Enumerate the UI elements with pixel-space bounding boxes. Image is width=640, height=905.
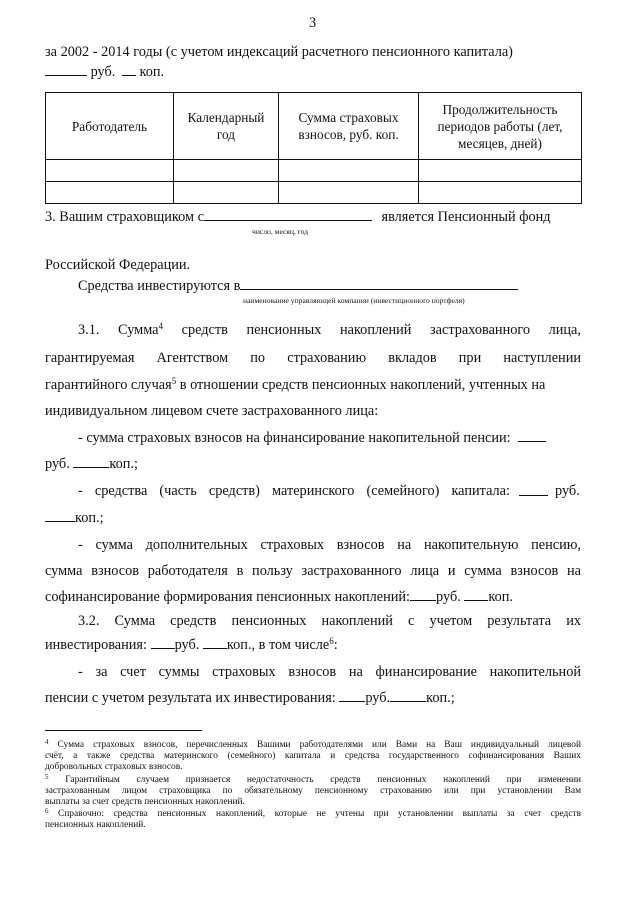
- table-cell[interactable]: [279, 160, 419, 182]
- p31-line-1: 3.1. Сумма$^4$ средств пенсионных накоплений застрахованного лица,: [78, 321, 581, 338]
- table-cell[interactable]: [279, 182, 419, 204]
- p31-line-2: гарантируемая Агентством по страхованию вкладов при наступлении: [45, 350, 581, 366]
- employer-table: [45, 92, 582, 204]
- date-hint: число, месяц, год: [252, 227, 309, 236]
- p32-line-2: инвестирования: руб. коп., в том числе$^6$:: [45, 636, 338, 653]
- col-header-duration: Продолжительность периодов работы (лет, месяцев, дней): [419, 93, 582, 160]
- table-header-row: [46, 93, 582, 160]
- item-3-kop-blank[interactable]: [464, 588, 488, 601]
- investment-company-blank[interactable]: [240, 277, 518, 290]
- rub-blank[interactable]: [45, 63, 87, 76]
- item-1-line-1: - сумма страховых взносов на финансирование накопительной пенсии:: [78, 429, 546, 447]
- footnote-ref-4[interactable]: 4: [158, 321, 164, 331]
- table-cell[interactable]: [419, 182, 582, 204]
- intro-line-1: за 2002 - 2014 годы (с учетом индексаций расчетного пенсионного капитала): [45, 44, 513, 60]
- kop-blank[interactable]: [122, 63, 136, 76]
- footnote-4: $^4$ Сумма страховых взносов, перечисленных Вашими работодателями или Вами на Ваш индивидуальный лицевой счёт, а также средства материнского (семейного) капитала и средства государственного софинансирования Ваших добровольных страховых взносов.: [45, 738, 582, 772]
- item-4-line-2: пенсии с учетом результата их инвестирования: руб. коп.;: [45, 690, 455, 706]
- table-row: [46, 182, 582, 204]
- table-cell[interactable]: [419, 160, 582, 182]
- footnote-ref-6[interactable]: 6: [329, 636, 334, 646]
- item-1-kop: коп.;: [109, 456, 138, 472]
- section-3-continuation: Российской Федерации.: [45, 257, 191, 273]
- investment-label: Средства инвестируются в: [78, 278, 241, 294]
- item-4-line-1: - за счет суммы страховых взносов на финансирование накопительной: [78, 664, 581, 680]
- item-3-line-2: сумма взносов работодателя в пользу застрахованного лица и сумма взносов на: [45, 563, 581, 579]
- intro-line-2: [45, 63, 164, 81]
- rub-label: руб.: [90, 64, 116, 80]
- p32-rub-blank[interactable]: [151, 636, 175, 649]
- col-header-contributions: Сумма страховых взносов, руб. коп.: [279, 93, 419, 160]
- item-3-line-3: софинансирование формирования пенсионных накоплений: руб. коп.: [45, 589, 513, 605]
- insurer-date-blank[interactable]: [204, 208, 372, 221]
- document-page: 3 за 2002 - 2014 годы (с учетом индексаций расчетного пенсионного капитала) руб. коп. Работодатель Календарный год Сумма страховых взносов, руб. коп. Продолжительность периодов работы (лет, месяцев, дней) 3. Вашим страховщиком с является Пенсионный фонд число, месяц, год Российской Федерации. Средства инвестируются в наименование управляющей компании (инвестиционного портфеля) 3.1. Сумма$^4$ средств пенсионных накоплений застрахованного лица, гарантируемая Агентством по страхованию вкладов при наступлении гарантийного случая$^5$ в отношении средств пенсионных накоплений, учтенных на индивидуальном лицевом счете застрахованного лица: - сумма страховых взносов на финансирование накопительной пенсии: руб. коп.; - средства (часть средств) материнского (семейного) капитала: руб. коп.; - сумма дополнительных страховых взносов на накопительную пенсию, сумма взносов работодателя в пользу застрахованного лица и сумма взносов на софинансирование формирования пенсионных накоплений: руб. коп. 3.2. Сумма средств пенсионных накоплений с учетом результата их инвестирования: руб. коп., в том числе$^6$: - за счет суммы страховых взносов на финансирование накопительной пенсии с учетом результата их инвестирования: руб. коп.; $^4$ Сумма страховых взносов, перечисленных Вашими работодателями или Вами на Ваш индивидуальный лицевой счёт, а также средства материнского (семейного) капитала и средства государственного софинансирования Ваших добровольных страховых взносов. $^5$ Гарантийным случаем признается недостаточность средств пенсионных накоплений при изменении застрахованным лицом страховщика по обязательному пенсионному страхованию или при установлении Вам выплаты за счет средств пенсионных накоплений. $^6$ Справочно: средства пенсионных накоплений, которые не учтены при установлении выплаты за счет средств пенсионных накоплений.: [45, 15, 582, 830]
- item-3-kop: коп.: [488, 589, 513, 605]
- footnote-5: $^5$ Гарантийным случаем признается недостаточность средств пенсионных накоплений при изменении застрахованным лицом страховщика по обязательному пенсионному страхованию или при установлении Вам выплаты за счет средств пенсионных накоплений.: [45, 773, 581, 807]
- item-2-amount-blank[interactable]: [519, 483, 548, 496]
- page-number: 3: [309, 15, 317, 31]
- item-3-rub: руб.: [436, 589, 461, 605]
- table-cell[interactable]: [174, 160, 279, 182]
- item-2-line-2: [45, 509, 104, 527]
- item-4-rub-blank[interactable]: [339, 689, 365, 702]
- item-2-rub: руб.: [555, 483, 580, 499]
- item-4-kop-blank[interactable]: [390, 689, 426, 702]
- insurer-suffix: является Пенсионный фонд: [381, 209, 551, 225]
- col-header-employer: Работодатель: [46, 93, 174, 160]
- item-1-line-2: [45, 455, 138, 473]
- item-1-kop-blank[interactable]: [73, 455, 109, 468]
- item-3-rub-blank[interactable]: [410, 588, 436, 601]
- p31-line-4: индивидуальном лицевом счете застрахованного лица:: [45, 403, 379, 419]
- kop-label: коп.: [139, 64, 165, 80]
- section-3-line: [45, 208, 551, 226]
- p32-line-1: 3.2. Сумма средств пенсионных накоплений с учетом результата их: [78, 613, 581, 629]
- table-cell[interactable]: [46, 160, 174, 182]
- item-2-kop-blank[interactable]: [45, 509, 75, 522]
- p31-line-3: гарантийного случая$^5$ в отношении средств пенсионных накоплений, учтенных на: [45, 376, 546, 393]
- footnote-ref-5[interactable]: 5: [171, 376, 177, 386]
- p32-kop-blank[interactable]: [203, 636, 227, 649]
- investment-hint: наименование управляющей компании (инвестиционного портфеля): [243, 296, 465, 305]
- item-3-line-1: - сумма дополнительных страховых взносов на накопительную пенсию,: [78, 537, 581, 553]
- footnote-6: $^6$ Справочно: средства пенсионных накоплений, которые не учтены при установлении выплаты за счет средств пенсионных накоплений.: [45, 807, 582, 830]
- table-cell[interactable]: [174, 182, 279, 204]
- item-1-amount-blank[interactable]: [518, 429, 546, 442]
- table-row: [46, 160, 582, 182]
- investment-line: [78, 277, 518, 295]
- insurer-prefix: 3. Вашим страховщиком с: [45, 209, 204, 225]
- col-header-year: Календарный год: [174, 93, 279, 160]
- table-cell[interactable]: [46, 182, 174, 204]
- item-2-kop: коп.;: [75, 510, 104, 526]
- footnote-separator: [45, 730, 202, 731]
- item-1-rub: руб.: [45, 456, 70, 472]
